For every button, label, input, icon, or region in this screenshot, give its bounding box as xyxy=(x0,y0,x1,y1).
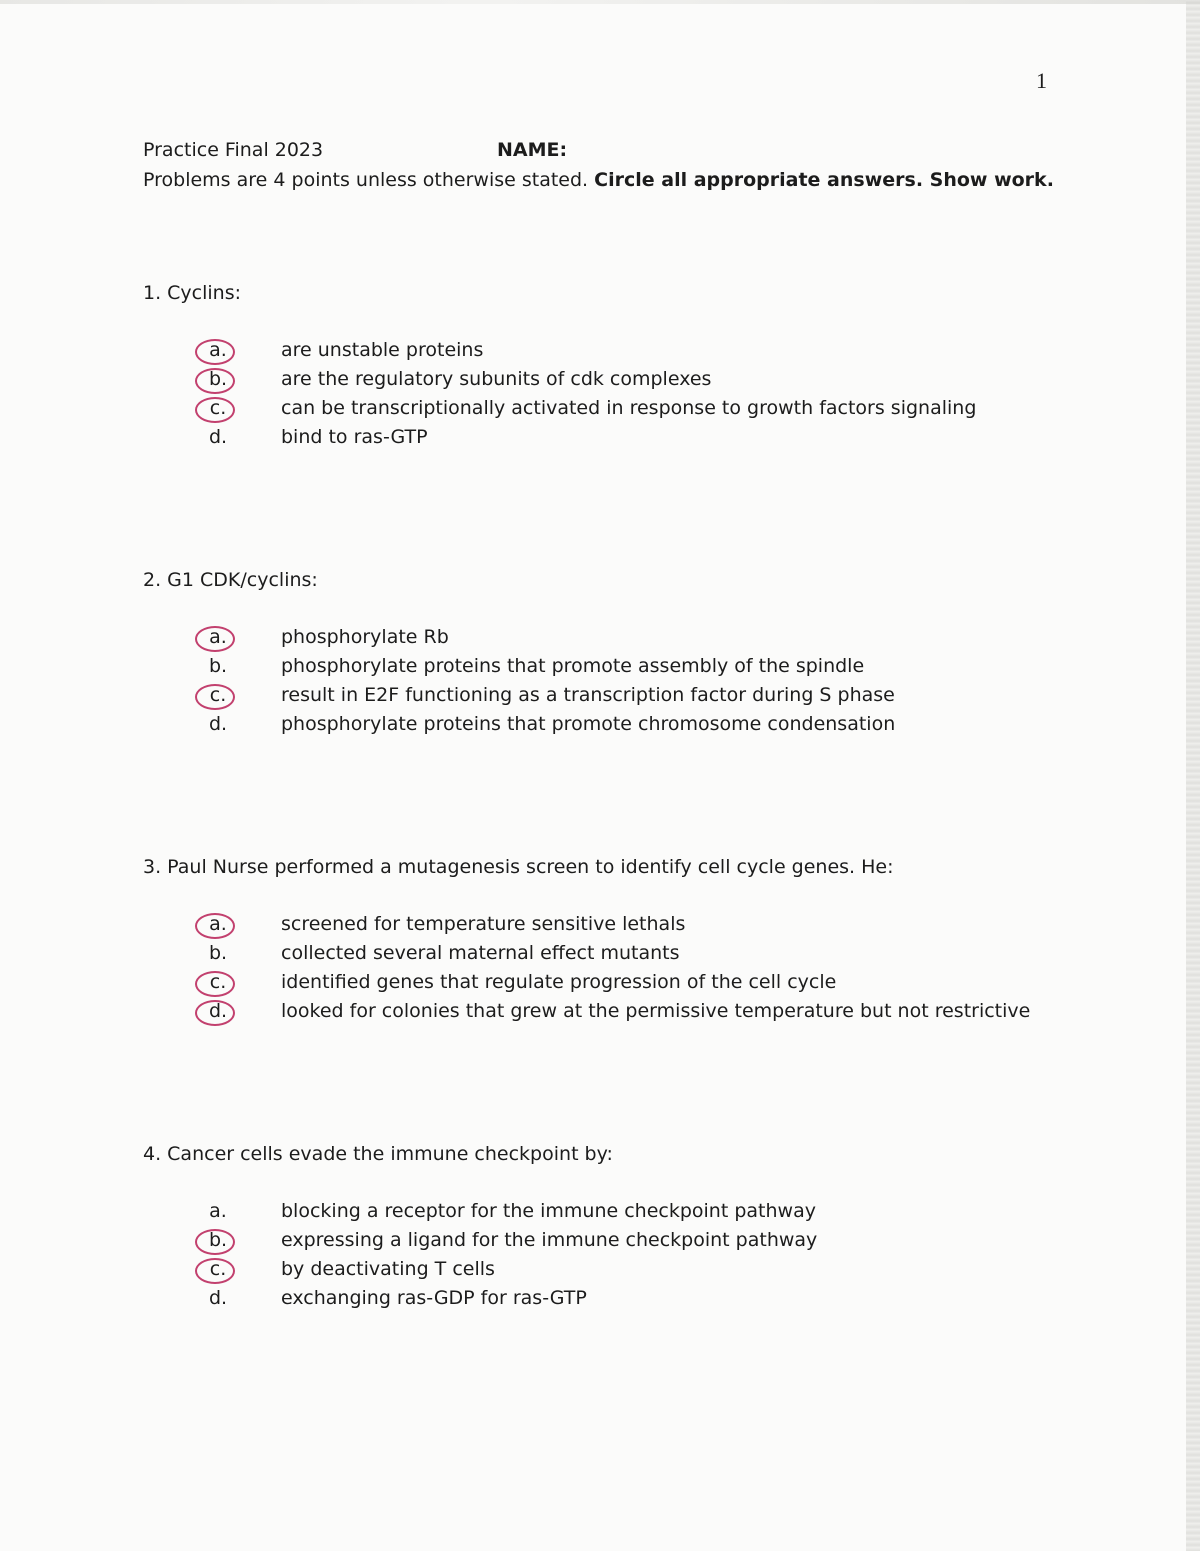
option-text: expressing a ligand for the immune checkpoint pathway xyxy=(281,1229,818,1251)
option-letter[interactable]: a. xyxy=(209,339,227,361)
option-text: looked for colonies that grew at the permissive temperature but not restrictive xyxy=(281,1000,1031,1022)
option-text: exchanging ras-GDP for ras-GTP xyxy=(281,1287,587,1309)
option-letter[interactable]: a. xyxy=(209,626,227,648)
exam-title: Practice Final 2023 xyxy=(143,139,324,161)
option-text: screened for temperature sensitive lethals xyxy=(281,913,686,935)
option-text: identified genes that regulate progression of the cell cycle xyxy=(281,971,837,993)
question-1-prompt: 1. Cyclins: xyxy=(143,282,242,304)
option-letter[interactable]: b. xyxy=(208,942,228,964)
option-letter[interactable]: d. xyxy=(208,426,228,448)
option-letter[interactable]: b. xyxy=(208,655,228,677)
option-text: by deactivating T cells xyxy=(281,1258,495,1280)
option-letter[interactable]: b. xyxy=(208,1229,228,1251)
option-text: phosphorylate proteins that promote assembly of the spindle xyxy=(281,655,865,677)
option-letter[interactable]: d. xyxy=(208,1000,228,1022)
option-text: bind to ras-GTP xyxy=(281,426,428,448)
option-letter[interactable]: d. xyxy=(208,1287,228,1309)
scan-right-edge xyxy=(1186,0,1200,1551)
option-text: are unstable proteins xyxy=(281,339,484,361)
option-text: are the regulatory subunits of cdk complexes xyxy=(281,368,712,390)
option-letter[interactable]: c. xyxy=(209,971,227,993)
option-text: result in E2F functioning as a transcription factor during S phase xyxy=(281,684,895,706)
question-3-prompt: 3. Paul Nurse performed a mutagenesis screen to identify cell cycle genes. He: xyxy=(143,856,894,878)
option-letter[interactable]: c. xyxy=(209,397,227,419)
option-text: collected several maternal effect mutants xyxy=(281,942,680,964)
option-letter[interactable]: a. xyxy=(209,1200,227,1222)
instructions-bold: Circle all appropriate answers. Show work. xyxy=(594,169,1054,191)
option-text: phosphorylate Rb xyxy=(281,626,449,648)
scan-top-edge xyxy=(0,0,1200,4)
option-text: phosphorylate proteins that promote chromosome condensation xyxy=(281,713,896,735)
instructions xyxy=(143,169,1054,191)
option-text: can be transcriptionally activated in response to growth factors signaling xyxy=(281,397,977,419)
page-number: 1 xyxy=(1036,68,1047,93)
option-letter[interactable]: a. xyxy=(209,913,227,935)
name-label: NAME: xyxy=(497,139,568,161)
option-letter[interactable]: b. xyxy=(208,368,228,390)
option-letter[interactable]: d. xyxy=(208,713,228,735)
question-4-prompt: 4. Cancer cells evade the immune checkpoint by: xyxy=(143,1143,613,1165)
option-text: blocking a receptor for the immune checkpoint pathway xyxy=(281,1200,816,1222)
option-letter[interactable]: c. xyxy=(209,1258,227,1280)
question-2-prompt: 2. G1 CDK/cyclins: xyxy=(143,569,318,591)
instructions-plain: Problems are 4 points unless otherwise stated. xyxy=(143,169,589,191)
option-letter[interactable]: c. xyxy=(209,684,227,706)
